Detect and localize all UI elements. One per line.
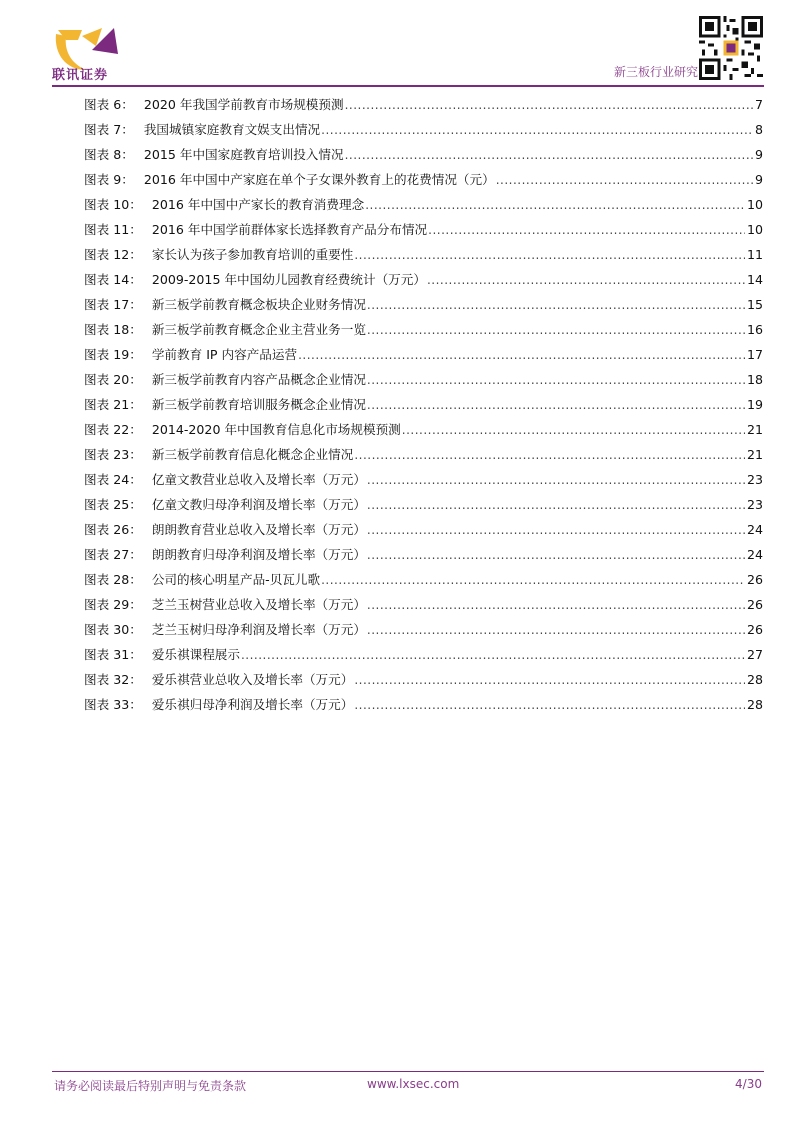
toc-entry-label: 图表 12： bbox=[84, 247, 142, 262]
toc-entry[interactable] bbox=[84, 217, 763, 242]
toc-entry-title: 新三板学前教育概念板块企业财务情况 bbox=[151, 297, 366, 312]
toc-entry-title: 新三板学前教育培训服务概念企业情况 bbox=[151, 397, 366, 412]
toc-entry-label: 图表 21： bbox=[84, 397, 142, 412]
toc-entry-title: 朗朗教育营业总收入及增长率（万元） bbox=[151, 522, 366, 537]
toc-entry-label: 图表 33： bbox=[84, 697, 142, 712]
toc-leader-dots bbox=[241, 643, 745, 668]
toc-leader-dots bbox=[367, 293, 745, 318]
toc-leader-dots bbox=[367, 593, 745, 618]
toc-entry-label: 图表 7： bbox=[84, 122, 134, 137]
report-type-label: 新三板行业研究 bbox=[613, 65, 698, 79]
toc-leader-dots bbox=[428, 218, 745, 243]
toc-entry-label: 图表 25： bbox=[84, 497, 142, 512]
toc-entry-title: 芝兰玉树归母净利润及增长率（万元） bbox=[151, 622, 366, 637]
toc-leader-dots bbox=[367, 368, 745, 393]
toc-entry-label: 图表 30： bbox=[84, 622, 142, 637]
toc-entry-title: 新三板学前教育概念企业主营业务一览 bbox=[151, 322, 366, 337]
toc-entry-page: 21 bbox=[746, 447, 763, 462]
toc-entry[interactable] bbox=[84, 117, 763, 142]
toc-entry-title: 2016 年中国中产家长的教育消费理念 bbox=[151, 197, 365, 212]
toc-entry-label: 图表 24： bbox=[84, 472, 142, 487]
figure-list bbox=[84, 92, 763, 717]
header-divider bbox=[52, 85, 764, 87]
toc-entry-page: 28 bbox=[746, 697, 763, 712]
toc-leader-dots bbox=[367, 518, 745, 543]
toc-leader-dots bbox=[354, 443, 745, 468]
toc-entry-page: 17 bbox=[746, 347, 763, 362]
toc-entry[interactable] bbox=[84, 92, 763, 117]
toc-entry-title: 家长认为孩子参加教育培训的重要性 bbox=[151, 247, 354, 262]
toc-entry-page: 28 bbox=[746, 672, 763, 687]
toc-leader-dots bbox=[345, 143, 753, 168]
toc-entry-label: 图表 23： bbox=[84, 447, 142, 462]
toc-entry-page: 9 bbox=[754, 147, 763, 162]
toc-entry[interactable] bbox=[84, 542, 763, 567]
toc-entry[interactable] bbox=[84, 342, 763, 367]
toc-entry-label: 图表 22： bbox=[84, 422, 142, 437]
toc-entry[interactable] bbox=[84, 442, 763, 467]
toc-entry-label: 图表 6： bbox=[84, 97, 134, 112]
toc-entry-label: 图表 14： bbox=[84, 272, 142, 287]
toc-entry-title: 2016 年中国学前群体家长选择教育产品分布情况 bbox=[151, 222, 428, 237]
toc-entry-page: 27 bbox=[746, 647, 763, 662]
toc-entry-label: 图表 19： bbox=[84, 347, 142, 362]
toc-leader-dots bbox=[367, 543, 745, 568]
toc-leader-dots bbox=[367, 318, 745, 343]
toc-entry[interactable] bbox=[84, 242, 763, 267]
toc-leader-dots bbox=[496, 168, 753, 193]
toc-entry[interactable] bbox=[84, 142, 763, 167]
toc-leader-dots bbox=[402, 418, 745, 443]
toc-leader-dots bbox=[321, 118, 753, 143]
toc-entry[interactable] bbox=[84, 317, 763, 342]
toc-entry-page: 21 bbox=[746, 422, 763, 437]
toc-entry-page: 19 bbox=[746, 397, 763, 412]
toc-entry-page: 23 bbox=[746, 472, 763, 487]
toc-entry[interactable] bbox=[84, 642, 763, 667]
toc-entry-title: 爱乐祺归母净利润及增长率（万元） bbox=[151, 697, 354, 712]
toc-leader-dots bbox=[365, 193, 745, 218]
footer-website-link[interactable]: www.lxsec.com bbox=[367, 1077, 460, 1091]
toc-entry-label: 图表 32： bbox=[84, 672, 142, 687]
toc-entry-page: 7 bbox=[754, 97, 763, 112]
toc-entry-title: 爱乐祺营业总收入及增长率（万元） bbox=[151, 672, 354, 687]
footer-divider bbox=[52, 1071, 764, 1072]
toc-entry-label: 图表 27： bbox=[84, 547, 142, 562]
toc-entry-label: 图表 28： bbox=[84, 572, 142, 587]
toc-entry-label: 图表 8： bbox=[84, 147, 134, 162]
toc-entry-label: 图表 10： bbox=[84, 197, 142, 212]
toc-entry-title: 亿童文教归母净利润及增长率（万元） bbox=[151, 497, 366, 512]
toc-entry-page: 23 bbox=[746, 497, 763, 512]
toc-entry-title: 2016 年中国中产家庭在单个子女课外教育上的花费情况（元） bbox=[143, 172, 495, 187]
toc-entry-title: 2009-2015 年中国幼儿园教育经费统计（万元） bbox=[151, 272, 426, 287]
toc-leader-dots bbox=[367, 468, 745, 493]
toc-entry-title: 2015 年中国家庭教育培训投入情况 bbox=[143, 147, 344, 162]
footer-disclaimer: 请务必阅读最后特别声明与免责条款 bbox=[54, 1079, 247, 1093]
footer-page-number: 4/30 bbox=[735, 1077, 762, 1091]
toc-entry-page: 14 bbox=[746, 272, 763, 287]
toc-entry-label: 图表 26： bbox=[84, 522, 142, 537]
toc-entry-page: 26 bbox=[746, 597, 763, 612]
toc-entry[interactable] bbox=[84, 592, 763, 617]
toc-entry[interactable] bbox=[84, 517, 763, 542]
toc-entry[interactable] bbox=[84, 567, 763, 592]
toc-entry-page: 10 bbox=[746, 197, 763, 212]
toc-leader-dots bbox=[427, 268, 745, 293]
toc-entry-label: 图表 11： bbox=[84, 222, 142, 237]
toc-entry-title: 我国城镇家庭教育文娱支出情况 bbox=[143, 122, 321, 137]
toc-entry[interactable] bbox=[84, 267, 763, 292]
toc-entry-page: 9 bbox=[754, 172, 763, 187]
qr-code-icon bbox=[699, 16, 763, 80]
toc-leader-dots bbox=[321, 568, 745, 593]
toc-leader-dots bbox=[298, 343, 745, 368]
toc-entry-page: 10 bbox=[746, 222, 763, 237]
toc-entry[interactable] bbox=[84, 367, 763, 392]
toc-entry[interactable] bbox=[84, 617, 763, 642]
toc-entry-title: 新三板学前教育信息化概念企业情况 bbox=[151, 447, 354, 462]
toc-entry-title: 朗朗教育归母净利润及增长率（万元） bbox=[151, 547, 366, 562]
toc-entry[interactable] bbox=[84, 492, 763, 517]
toc-leader-dots bbox=[367, 618, 745, 643]
toc-entry-title: 亿童文教营业总收入及增长率（万元） bbox=[151, 472, 366, 487]
toc-leader-dots bbox=[354, 693, 745, 718]
toc-entry[interactable] bbox=[84, 292, 763, 317]
toc-leader-dots bbox=[354, 243, 745, 268]
toc-entry-label: 图表 29： bbox=[84, 597, 142, 612]
toc-entry[interactable] bbox=[84, 467, 763, 492]
toc-entry-page: 16 bbox=[746, 322, 763, 337]
toc-entry-title: 学前教育 IP 内容产品运营 bbox=[151, 347, 298, 362]
toc-entry-label: 图表 20： bbox=[84, 372, 142, 387]
toc-entry-page: 24 bbox=[746, 547, 763, 562]
toc-entry-page: 11 bbox=[746, 247, 763, 262]
toc-entry-title: 爱乐祺课程展示 bbox=[151, 647, 240, 662]
toc-leader-dots bbox=[367, 493, 745, 518]
toc-entry-label: 图表 17： bbox=[84, 297, 142, 312]
toc-entry[interactable] bbox=[84, 192, 763, 217]
toc-entry[interactable] bbox=[84, 692, 763, 717]
toc-entry-label: 图表 31： bbox=[84, 647, 142, 662]
toc-entry[interactable] bbox=[84, 167, 763, 192]
toc-leader-dots bbox=[354, 668, 745, 693]
toc-entry-title: 新三板学前教育内容产品概念企业情况 bbox=[151, 372, 366, 387]
toc-entry[interactable] bbox=[84, 417, 763, 442]
toc-entry[interactable] bbox=[84, 667, 763, 692]
toc-entry-page: 8 bbox=[754, 122, 763, 137]
toc-entry[interactable] bbox=[84, 392, 763, 417]
toc-entry-page: 26 bbox=[746, 572, 763, 587]
toc-leader-dots bbox=[345, 93, 753, 118]
toc-entry-title: 公司的核心明星产品-贝瓦儿歌 bbox=[151, 572, 321, 587]
toc-entry-page: 26 bbox=[746, 622, 763, 637]
logo-text: 联讯证券 bbox=[52, 68, 109, 83]
toc-entry-title: 2020 年我国学前教育市场规模预测 bbox=[143, 97, 344, 112]
toc-entry-label: 图表 18： bbox=[84, 322, 142, 337]
toc-entry-page: 18 bbox=[746, 372, 763, 387]
toc-entry-page: 24 bbox=[746, 522, 763, 537]
toc-entry-title: 2014-2020 年中国教育信息化市场规模预测 bbox=[151, 422, 401, 437]
toc-entry-title: 芝兰玉树营业总收入及增长率（万元） bbox=[151, 597, 366, 612]
toc-entry-label: 图表 9： bbox=[84, 172, 134, 187]
toc-entry-page: 15 bbox=[746, 297, 763, 312]
toc-leader-dots bbox=[367, 393, 745, 418]
